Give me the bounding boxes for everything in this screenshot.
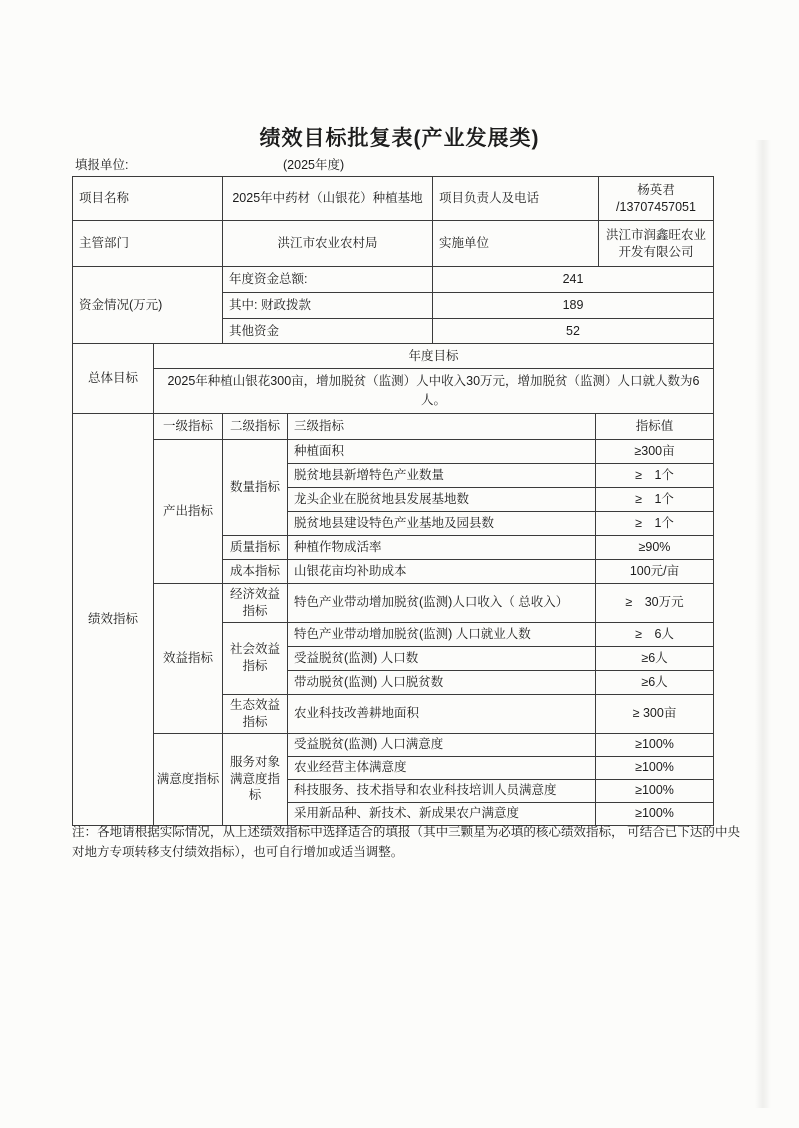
indicator-name: 特色产业带动增加脱贫(监测)人口收入（ 总收入） [288,584,596,623]
indicator-value: ≥100% [596,756,714,779]
main-table [72,176,713,826]
annual-goal-header: 年度目标 [154,344,714,369]
sub-service: 服务对象满意度指标 [223,733,288,825]
indicator-value: ≥6人 [596,646,714,670]
group-output: 产出指标 [154,440,223,584]
table-row [73,733,714,756]
funds-total-label: 年度资金总额: [223,267,433,293]
leader-label: 项目负责人及电话 [433,177,599,221]
table-row [73,221,714,267]
funds-other-value: 52 [433,319,714,344]
leader-name: 杨英君 [637,182,675,197]
indicator-name: 农业科技改善耕地面积 [288,694,596,733]
indicator-name: 科技服务、技术指导和农业科技培训人员满意度 [288,779,596,802]
footnote: 注：各地请根据实际情况，从上述绩效指标中选择适合的填报（其中三颗星为必填的核心绩效指标， 可结合已下达的中央对地方专项转移支付绩效指标），也可自行增加或适当调整。 [72,825,740,859]
indicator-name: 山银花亩均补助成本 [288,560,596,584]
indicator-name: 种植作物成活率 [288,536,596,560]
project-name-label: 项目名称 [73,177,223,221]
indicator-name: 特色产业带动增加脱贫(监测) 人口就业人数 [288,622,596,646]
funds-fiscal-value: 189 [433,293,714,319]
sub-social: 社会效益指标 [223,622,288,694]
indicator-value: ≥ 1个 [596,512,714,536]
table-row [73,369,714,414]
indicator-value: ≥ 30万元 [596,584,714,623]
header-value: 指标值 [596,414,714,440]
table-row [73,177,714,221]
overall-goal-label: 总体目标 [73,344,154,414]
indicator-value: ≥300亩 [596,440,714,464]
indicator-name: 农业经营主体满意度 [288,756,596,779]
indicator-name: 带动脱贫(监测) 人口脱贫数 [288,670,596,694]
header-level2: 二级指标 [223,414,288,440]
table-row [73,584,714,623]
funds-other-label: 其他资金 [223,319,433,344]
table-row [73,414,714,440]
header-level1: 一级指标 [154,414,223,440]
header-level3: 三级指标 [288,414,596,440]
indicator-value: ≥ 1个 [596,488,714,512]
sub-quantity: 数量指标 [223,440,288,536]
dept-label: 主管部门 [73,221,223,267]
table-row [73,344,714,369]
info-table [72,176,714,344]
indicator-value: ≥100% [596,733,714,756]
indicator-name: 采用新品种、新技术、新成果农户满意度 [288,802,596,825]
dept-value: 洪江市农业农村局 [223,221,433,267]
sub-economic: 经济效益指标 [223,584,288,623]
funds-fiscal-label: 其中: 财政拨款 [223,293,433,319]
indicator-name: 受益脱贫(监测) 人口数 [288,646,596,670]
indicator-name: 龙头企业在脱贫地县发展基地数 [288,488,596,512]
sub-cost: 成本指标 [223,560,288,584]
project-name-value: 2025年中药材（山银花）种植基地 [223,177,433,221]
indicator-name: 脱贫地县新增特色产业数量 [288,464,596,488]
leader-phone: /13707457051 [616,199,696,214]
impl-label: 实施单位 [433,221,599,267]
indicator-value: ≥90% [596,536,714,560]
indicator-value: ≥ 300亩 [596,694,714,733]
sub-quality: 质量指标 [223,536,288,560]
indicator-value: ≥6人 [596,670,714,694]
leader-value [599,177,714,221]
meta-row [75,155,715,173]
page-title: 绩效目标批复表(产业发展类) [259,127,540,150]
indicator-value: ≥ 1个 [596,464,714,488]
indicator-value: ≥100% [596,779,714,802]
form-unit-label: 填报单位: [75,158,129,172]
impl-value: 洪江市润鑫旺农业开发有限公司 [599,221,714,267]
scan-artifact [755,140,771,1108]
indicator-name: 受益脱贫(监测) 人口满意度 [288,733,596,756]
sub-ecological: 生态效益指标 [223,694,288,733]
year-label: (2025年度) [283,158,345,172]
table-row [73,440,714,464]
overall-goal-table [72,343,714,414]
indicator-name: 脱贫地县建设特色产业基地及园县数 [288,512,596,536]
annual-goal-content: 2025年种植山银花300亩，增加脱贫（监测）人中收入30万元，增加脱贫（监测）人口就人数为6人。 [154,369,714,414]
indicators-table [72,413,714,826]
indicator-value: ≥ 6人 [596,622,714,646]
indicators-label: 绩效指标 [73,414,154,826]
indicator-name: 种植面积 [288,440,596,464]
funds-label: 资金情况(万元) [73,267,223,344]
indicator-value: 100元/亩 [596,560,714,584]
table-row [73,267,714,293]
group-benefit: 效益指标 [154,584,223,734]
funds-total-value: 241 [433,267,714,293]
group-satisfaction: 满意度指标 [154,733,223,825]
indicator-value: ≥100% [596,802,714,825]
